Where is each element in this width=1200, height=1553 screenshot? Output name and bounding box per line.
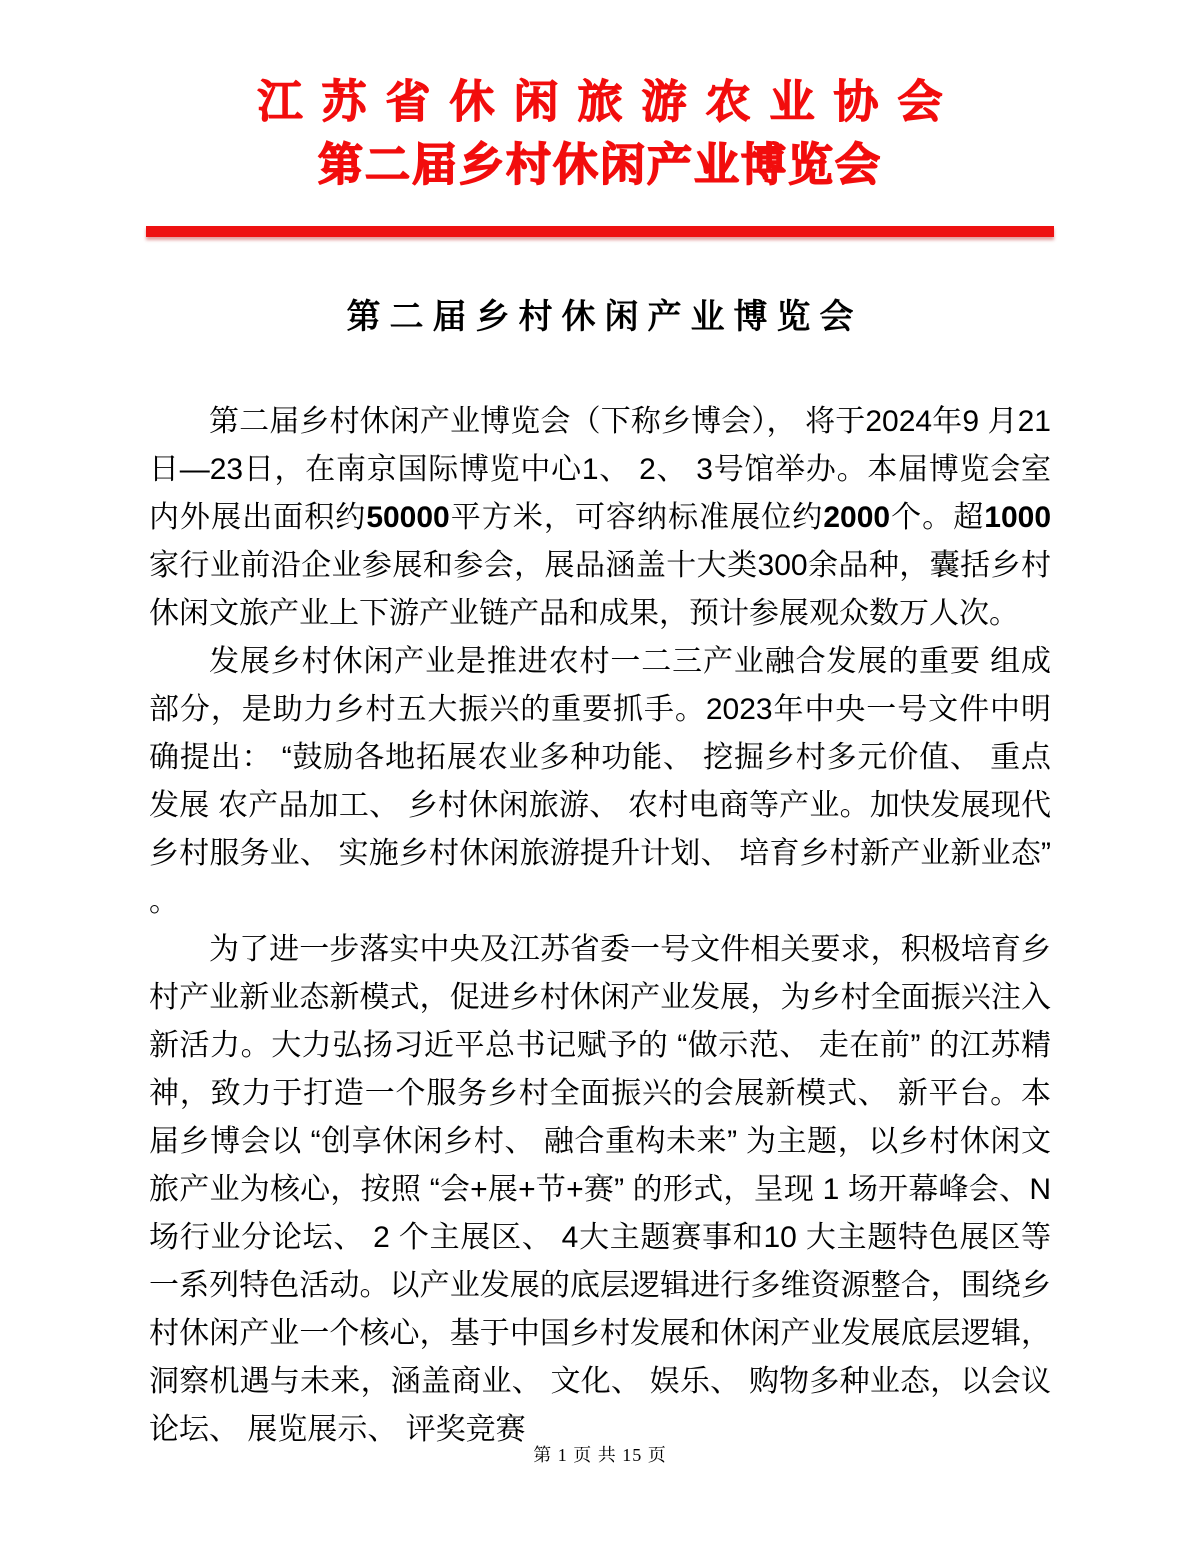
document-body xyxy=(0,297,1200,1454)
bold-text-run: 1000 xyxy=(984,501,1052,535)
document-header xyxy=(0,0,1200,237)
org-title: 江苏省休闲旅游农业协会 xyxy=(257,76,962,127)
text-run: 发展乡村休闲产业是推进农村一二三产业融合发展的重要 组成部分，是助力乡村五大振兴的重要抓手。2023年中央一号文件中明 确提出： “鼓励各地拓展农业多种功能、 挖掘乡村多元价值、 重点发展 农产品加工、 乡村休闲旅游、 农村电商等产业。加快发展现代乡村服务业、 实施乡村休闲旅游提升计划、 培育乡村新产业新业态” 。 xyxy=(149,645,1051,919)
text-run: 为了进一步落实中央及江苏省委一号文件相关要求，积极培育乡村产业新业态新模式，促进乡村休闲产业发展，为乡村全面振兴注入新活力。大力弘扬习近平总书记赋予的 “做示范、 走在前” 的江苏精神，致力于打造一个服务乡村全面振兴的会展新模式、 新平台。本届乡博会以 “创享休闲乡村、 融合重构未来” 为主题，以乡村休闲文旅产业为核心，按照 “会+展+节+赛” 的形式，呈现 1 场开幕峰会、N 场行业分论坛、 2 个主展区、 4大主题赛事和10 大主题特色展区等 一系列特色活动。以产业发展的底层逻辑进行多维资源整合，围绕乡村休闲产业一个核心，基于中国乡村发展和休闲产业发展底层逻辑，洞察机遇与未来，涵盖商业、 文化、 娱乐、 购物多种业态，以会议论坛、 展览展示、 评奖竞赛 xyxy=(149,933,1051,1447)
page-number-label: 第 1 页 共 15 页 xyxy=(533,1445,667,1465)
document-heading: 第二届乡村休闲产业博览会 xyxy=(346,298,863,337)
page-footer xyxy=(0,1441,1200,1467)
bold-text-run: 50000 xyxy=(366,501,450,535)
paragraph xyxy=(149,398,1081,638)
red-divider xyxy=(146,226,1054,237)
bold-text-run: 2000 xyxy=(823,501,891,535)
text-run: 个。超 xyxy=(890,501,985,535)
text-run: 第二届乡村休闲产业博览会（下称乡博会）， 将于2024年9 月21日—23日，在南京国际博览中心1、 2、 3号馆举办。本届博览会室 内外展出面积约 xyxy=(149,405,1081,535)
event-title: 第二届乡村休闲产业博览会 xyxy=(317,138,882,190)
paragraph xyxy=(149,638,1051,926)
text-run: 平方米，可容纳标准展位约 xyxy=(449,501,824,535)
paragraph xyxy=(149,926,1051,1454)
body-text xyxy=(149,398,1081,1454)
text-run: 家行业前沿企业参展和参会，展品涵盖十大类300余品种，囊括乡村休闲文旅产业上下游产业链产品和成果，预计参展观众数万人次。 xyxy=(149,549,1051,631)
